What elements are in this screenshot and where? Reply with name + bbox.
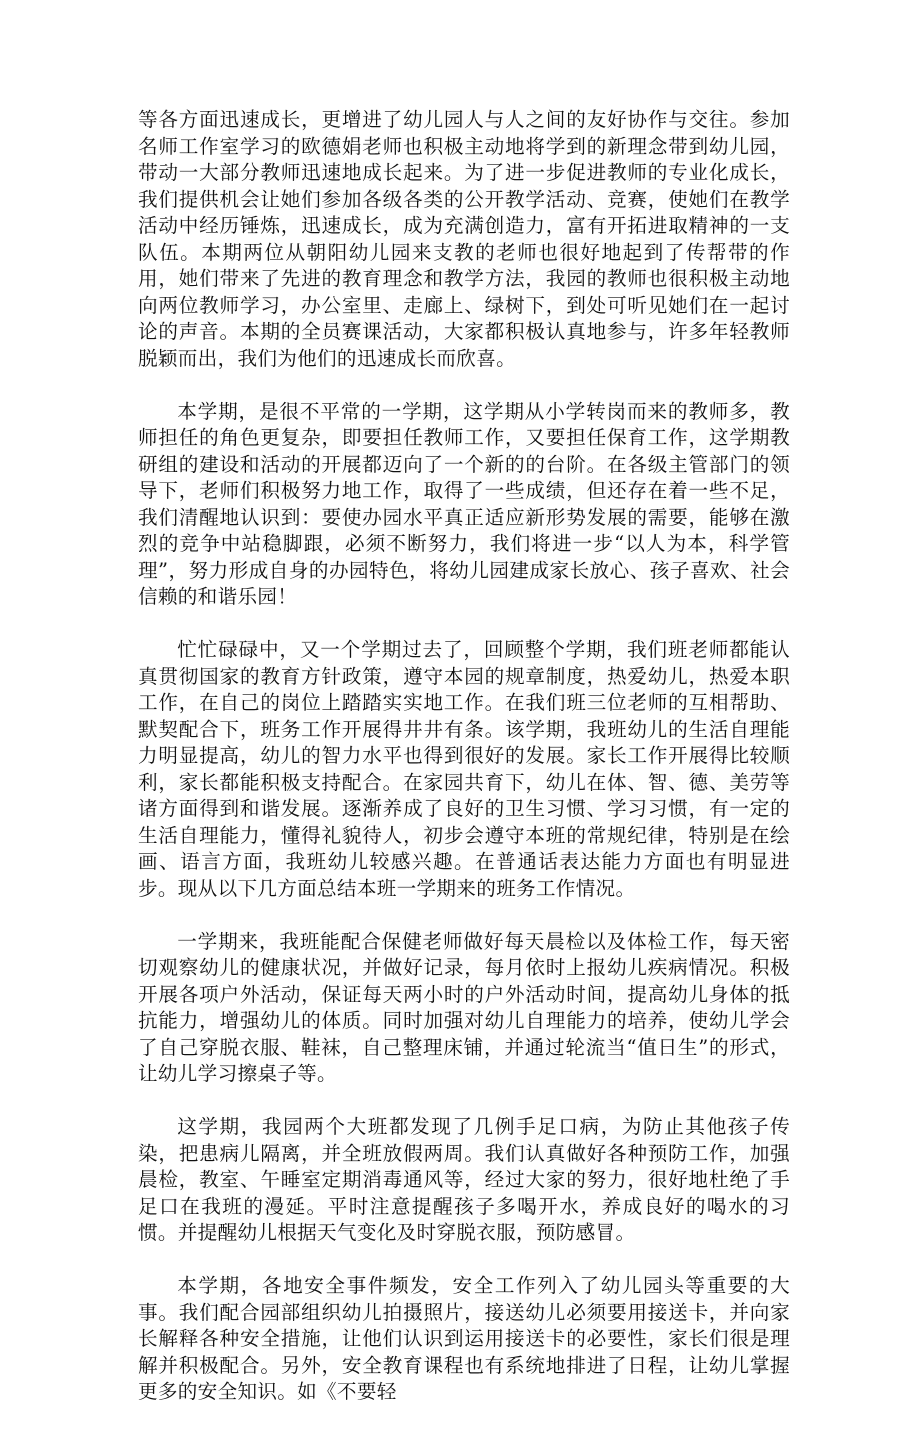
paragraph-class-review: 忙忙碌碌中，又一个学期过去了，回顾整个学期，我们班老师都能认真贯彻国家的教育方针政策，遵守本园的规章制度，热爱幼儿，热爱本职工作，在自己的岗位上踏踏实实地工作。在我们班三位老师的互相帮助、默契配合下，班务工作开展得井井有条。该学期，我班幼儿的生活自理能力明显提高，幼儿的智力水平也得到很好的发展。家长工作开展得比较顺利，家长都能积极支持配合。在家园共育下，幼儿在体、智、德、美劳等诸方面得到和谐发展。逐渐养成了良好的卫生习惯、学习习惯，有一定的生活自理能力，懂得礼貌待人，初步会遵守本班的常规纪律，特别是在绘画、语言方面，我班幼儿较感兴趣。在普通话表达能力方面也有明显进步。现从以下几方面总结本班一学期来的班务工作情况。	[138, 638, 790, 900]
paragraph-health-care: 一学期来，我班能配合保健老师做好每天晨检以及体检工作，每天密切观察幼儿的健康状况，并做好记录，每月依时上报幼儿疾病情况。积极开展各项户外活动，保证每天两小时的户外活动时间，提高幼儿身体的抵抗能力，增强幼儿的体质。同时加强对幼儿自理能力的培养，使幼儿学会了自己穿脱衣服、鞋袜，自己整理床铺，并通过轮流当“值日生”的形式，让幼儿学习擦桌子等。	[138, 929, 790, 1085]
paragraph-disease-prevention: 这学期，我园两个大班都发现了几例手足口病，为防止其他孩子传染，把患病儿隔离，并全班放假两周。我们认真做好各种预防工作，加强晨检，教室、午睡室定期消毒通风等，经过大家的努力，很好地杜绝了手足口在我班的漫延。平时注意提醒孩子多喝开水，养成良好的喝水的习惯。并提醒幼儿根据天气变化及时穿脱衣服，预防感冒。	[138, 1115, 790, 1244]
document-body	[138, 107, 790, 1432]
paragraph-continuation: 等各方面迅速成长，更增进了幼儿园人与人之间的友好协作与交往。参加名师工作室学习的欧德娟老师也积极主动地将学到的新理念带到幼儿园，带动一大部分教师迅速地成长起来。为了进一步促进教师的专业化成长，我们提供机会让她们参加各级各类的公开教学活动、竞赛，使她们在教学活动中经历锤炼，迅速成长，成为充满创造力，富有开拓进取精神的一支队伍。本期两位从朝阳幼儿园来支教的老师也很好地起到了传帮带的作用，她们带来了先进的教育理念和教学方法，我园的教师也很积极主动地向两位教师学习，办公室里、走廊上、绿树下，到处可听见她们在一起讨论的声音。本期的全员赛课活动，大家都积极认真地参与，许多年轻教师脱颖而出，我们为他们的迅速成长而欣喜。	[138, 108, 790, 370]
paragraph-semester-summary: 本学期，是很不平常的一学期，这学期从小学转岗而来的教师多，教师担任的角色更复杂，即要担任教师工作，又要担任保育工作，这学期教研组的建设和活动的开展都迈向了一个新的的台阶。在各级主管部门的领导下，老师们积极努力地工作，取得了一些成绩，但还存在着一些不足，我们清醒地认识到：要使办园水平真正适应新形势发展的需要，能够在激烈的竞争中站稳脚跟，必须不断努力，我们将进一步“以人为本，科学管理”，努力形成自身的办园特色，将幼儿园建成家长放心、孩子喜欢、社会信赖的和谐乐园！	[138, 399, 790, 608]
paragraph-safety-work: 本学期，各地安全事件频发，安全工作列入了幼儿园头等重要的大事。我们配合园部组织幼儿拍摄照片，接送幼儿必须要用接送卡，并向家长解释各种安全措施，让他们认识到运用接送卡的必要性，家长们很是理解并积极配合。另外，安全教育课程也有系统地排进了日程，让幼儿掌握更多的安全知识。如《不要轻	[138, 1274, 790, 1403]
